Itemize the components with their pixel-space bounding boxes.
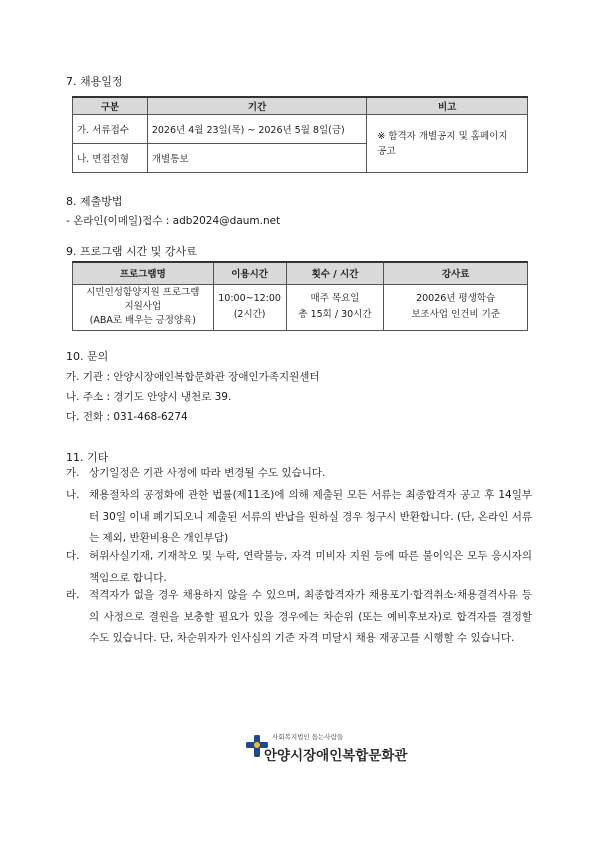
contact-address: 나. 주소 : 경기도 안양시 냉천로 39. (66, 391, 232, 403)
header-fee: 강사료 (384, 262, 528, 284)
section-7-title: 7. 채용일정 (66, 75, 123, 88)
time-line: (2시간) (233, 309, 266, 320)
section-8-title: 8. 제출방법 (66, 195, 123, 208)
notice-text: 채용절차의 공정화에 관한 법률(제11조)에 의해 제출된 모든 서류는 최종합격자 공고 후 14일부터 30일 이내 폐기되오니 제출된 서류의 반납을 원하실 경우 청구시 반환합니다. (단, 온라인 서류는 제외, 반환비용은 개인부담) (89, 489, 532, 544)
notice-label: 가. (66, 467, 80, 479)
notice-label: 나. (66, 489, 80, 501)
notice-item (66, 546, 532, 589)
count-line: 매주 목요일 (310, 293, 360, 304)
notice-text: 적격자가 없을 경우 채용하지 않을 수 있으며, 최종합격자가 채용포기·합격취소·채용결격사유 등의 사정으로 결원을 보충할 필요가 있을 경우에는 차순위 (또는 예비후보자)로 합격자를 결정할 수도 있습니다. 단, 차순위자가 인사심의 기준 자격 미달시 채용 재공고를 시행할 수 있습니다. (89, 589, 532, 644)
table-row (73, 115, 528, 144)
header-category: 구분 (73, 97, 148, 115)
contact-org: 가. 기관 : 안양시장애인복합문화관 장애인가족지원센터 (66, 371, 320, 383)
count-line: 총 15회 / 30시간 (298, 309, 372, 320)
header-period: 기간 (147, 97, 366, 115)
section-11-title: 11. 기타 (66, 451, 109, 464)
program-name-line: 지원사업 (124, 301, 162, 312)
header-program: 프로그램명 (73, 262, 214, 284)
row-period: 2026년 4월 23일(목) ~ 2026년 5월 8일(금) (147, 115, 366, 144)
header-note: 비고 (367, 97, 528, 115)
table-header-row (73, 97, 528, 115)
row-period: 개별통보 (147, 144, 366, 173)
program-name-cell (73, 284, 214, 330)
program-name-line: 시민인성함양지원 프로그램 (86, 287, 200, 298)
time-cell (213, 284, 286, 330)
count-cell (286, 284, 384, 330)
table-row (73, 284, 528, 330)
fee-line: 20026년 평생학습 (416, 293, 496, 304)
org-name: 안양시장애인복합문화관 (264, 748, 408, 764)
notice-text: 허위사실기재, 기재착오 및 누락, 연락불능, 자격 미비자 지원 등에 따른 불이익은 모두 응시자의 책임으로 합니다. (89, 550, 532, 584)
row-label: 나. 면접전형 (73, 144, 148, 173)
header-count: 횟수 / 시간 (286, 262, 384, 284)
notice-text: 상기일정은 기관 사정에 따라 변경될 수도 있습니다. (89, 467, 326, 479)
schedule-table (72, 96, 528, 173)
table-header-row (73, 262, 528, 284)
note-cell: ※ 합격자 개별공지 및 홈페이지 공고 (367, 115, 528, 173)
section-10-title: 10. 문의 (66, 350, 109, 363)
notice-label: 라. (66, 589, 80, 601)
program-name-line: (ABA로 배우는 긍정양육) (89, 315, 196, 326)
program-table (72, 261, 528, 331)
notice-item (66, 463, 532, 485)
notice-label: 다. (66, 550, 80, 562)
header-time: 이용시간 (213, 262, 286, 284)
contact-phone: 다. 전화 : 031-468-6274 (66, 411, 188, 423)
time-line: 10:00~12:00 (218, 293, 281, 304)
fee-cell (384, 284, 528, 330)
notice-item (66, 485, 532, 550)
notice-item (66, 585, 532, 650)
org-subtitle: 사회복지법인 돕는사람들 (272, 733, 344, 741)
row-label: 가. 서류접수 (73, 115, 148, 144)
section-9-title: 9. 프로그램 시간 및 강사료 (66, 245, 197, 258)
fee-line: 보조사업 인건비 기준 (411, 309, 500, 320)
submission-method: - 온라인(이메일)접수 : adb2024@daum.net (66, 215, 281, 227)
